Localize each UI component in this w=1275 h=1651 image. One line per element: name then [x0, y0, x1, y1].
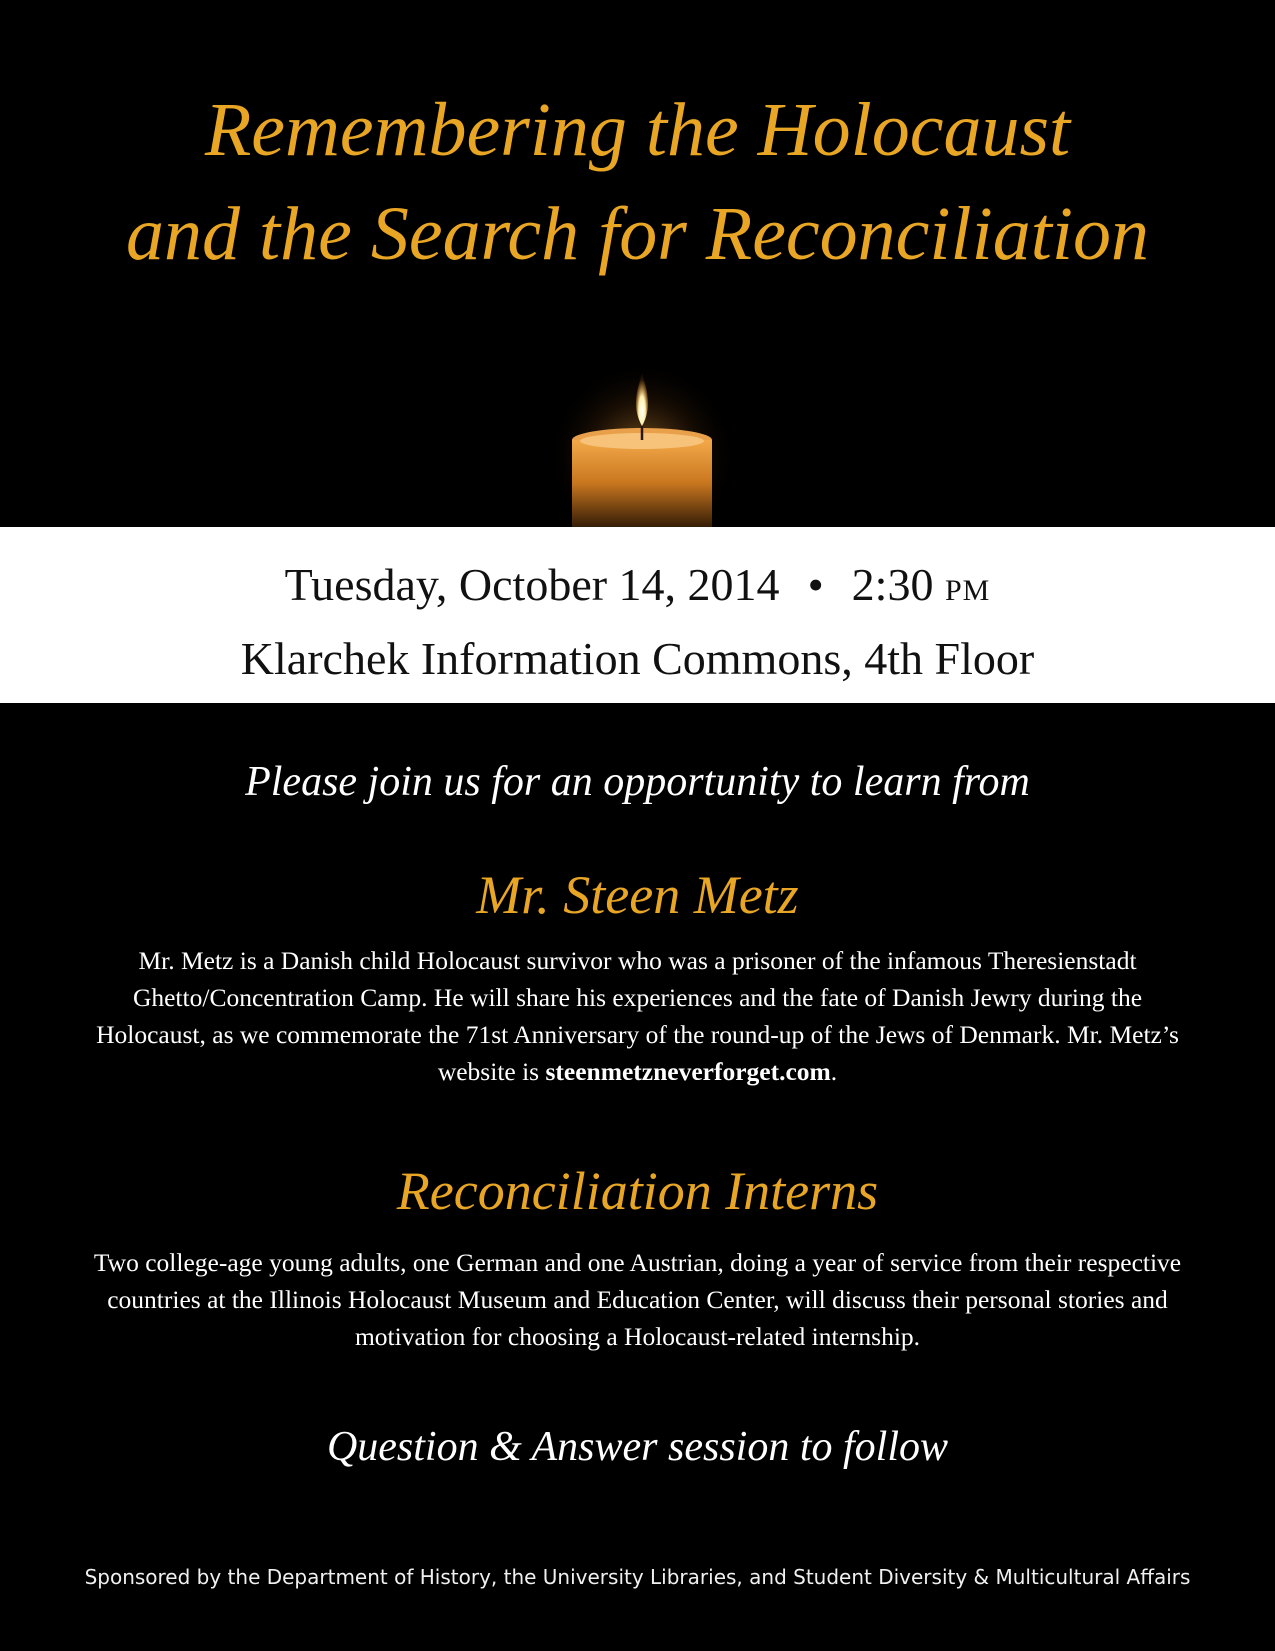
bullet-separator: •	[807, 559, 824, 610]
invite-text: Please join us for an opportunity to learn from	[245, 759, 1030, 805]
event-time-suffix: PM	[944, 574, 991, 607]
sponsor-line: Sponsored by the Department of History, the University Libraries, and Student Diversity & Multicultural Affairs	[84, 1565, 1191, 1589]
event-time: 2:30	[851, 559, 934, 610]
event-venue: Klarchek Information Commons, 4th Floor	[240, 633, 1035, 684]
lit-candle-icon	[555, 360, 730, 535]
flyer-title	[0, 78, 1275, 286]
event-details-band	[0, 527, 1275, 703]
speaker-name: Mr. Steen Metz	[476, 865, 799, 925]
event-date-time	[0, 557, 1275, 619]
title-line-1: Remembering the Holocaust	[204, 88, 1071, 172]
speaker-bio-text: Mr. Metz is a Danish child Holocaust survivor who was a prisoner of the infamous Theresienstadt Ghetto/Concentration Camp. He will share his experiences and the fate of Danish Jewry during the Holocaust, as we commemorate the 71st Anniversary of the round-up of the Jews of Denmark. Mr. Metz’s website is	[96, 946, 1179, 1086]
speaker-website: steenmetzneverforget.com	[545, 1057, 831, 1086]
title-line-2: and the Search for Reconciliation	[126, 192, 1149, 276]
interns-description: Two college-age young adults, one German and one Austrian, doing a year of service from their respective countries at the Illinois Holocaust Museum and Education Center, will discuss their personal stories and motivation for choosing a Holocaust-related internship.	[93, 1248, 1182, 1351]
speaker-bio-end: .	[830, 1057, 838, 1086]
event-date: Tuesday, October 14, 2014	[284, 559, 780, 610]
interns-heading: Reconciliation Interns	[396, 1161, 879, 1221]
speaker-bio	[95, 942, 1180, 1090]
qa-note: Question & Answer session to follow	[326, 1424, 949, 1470]
